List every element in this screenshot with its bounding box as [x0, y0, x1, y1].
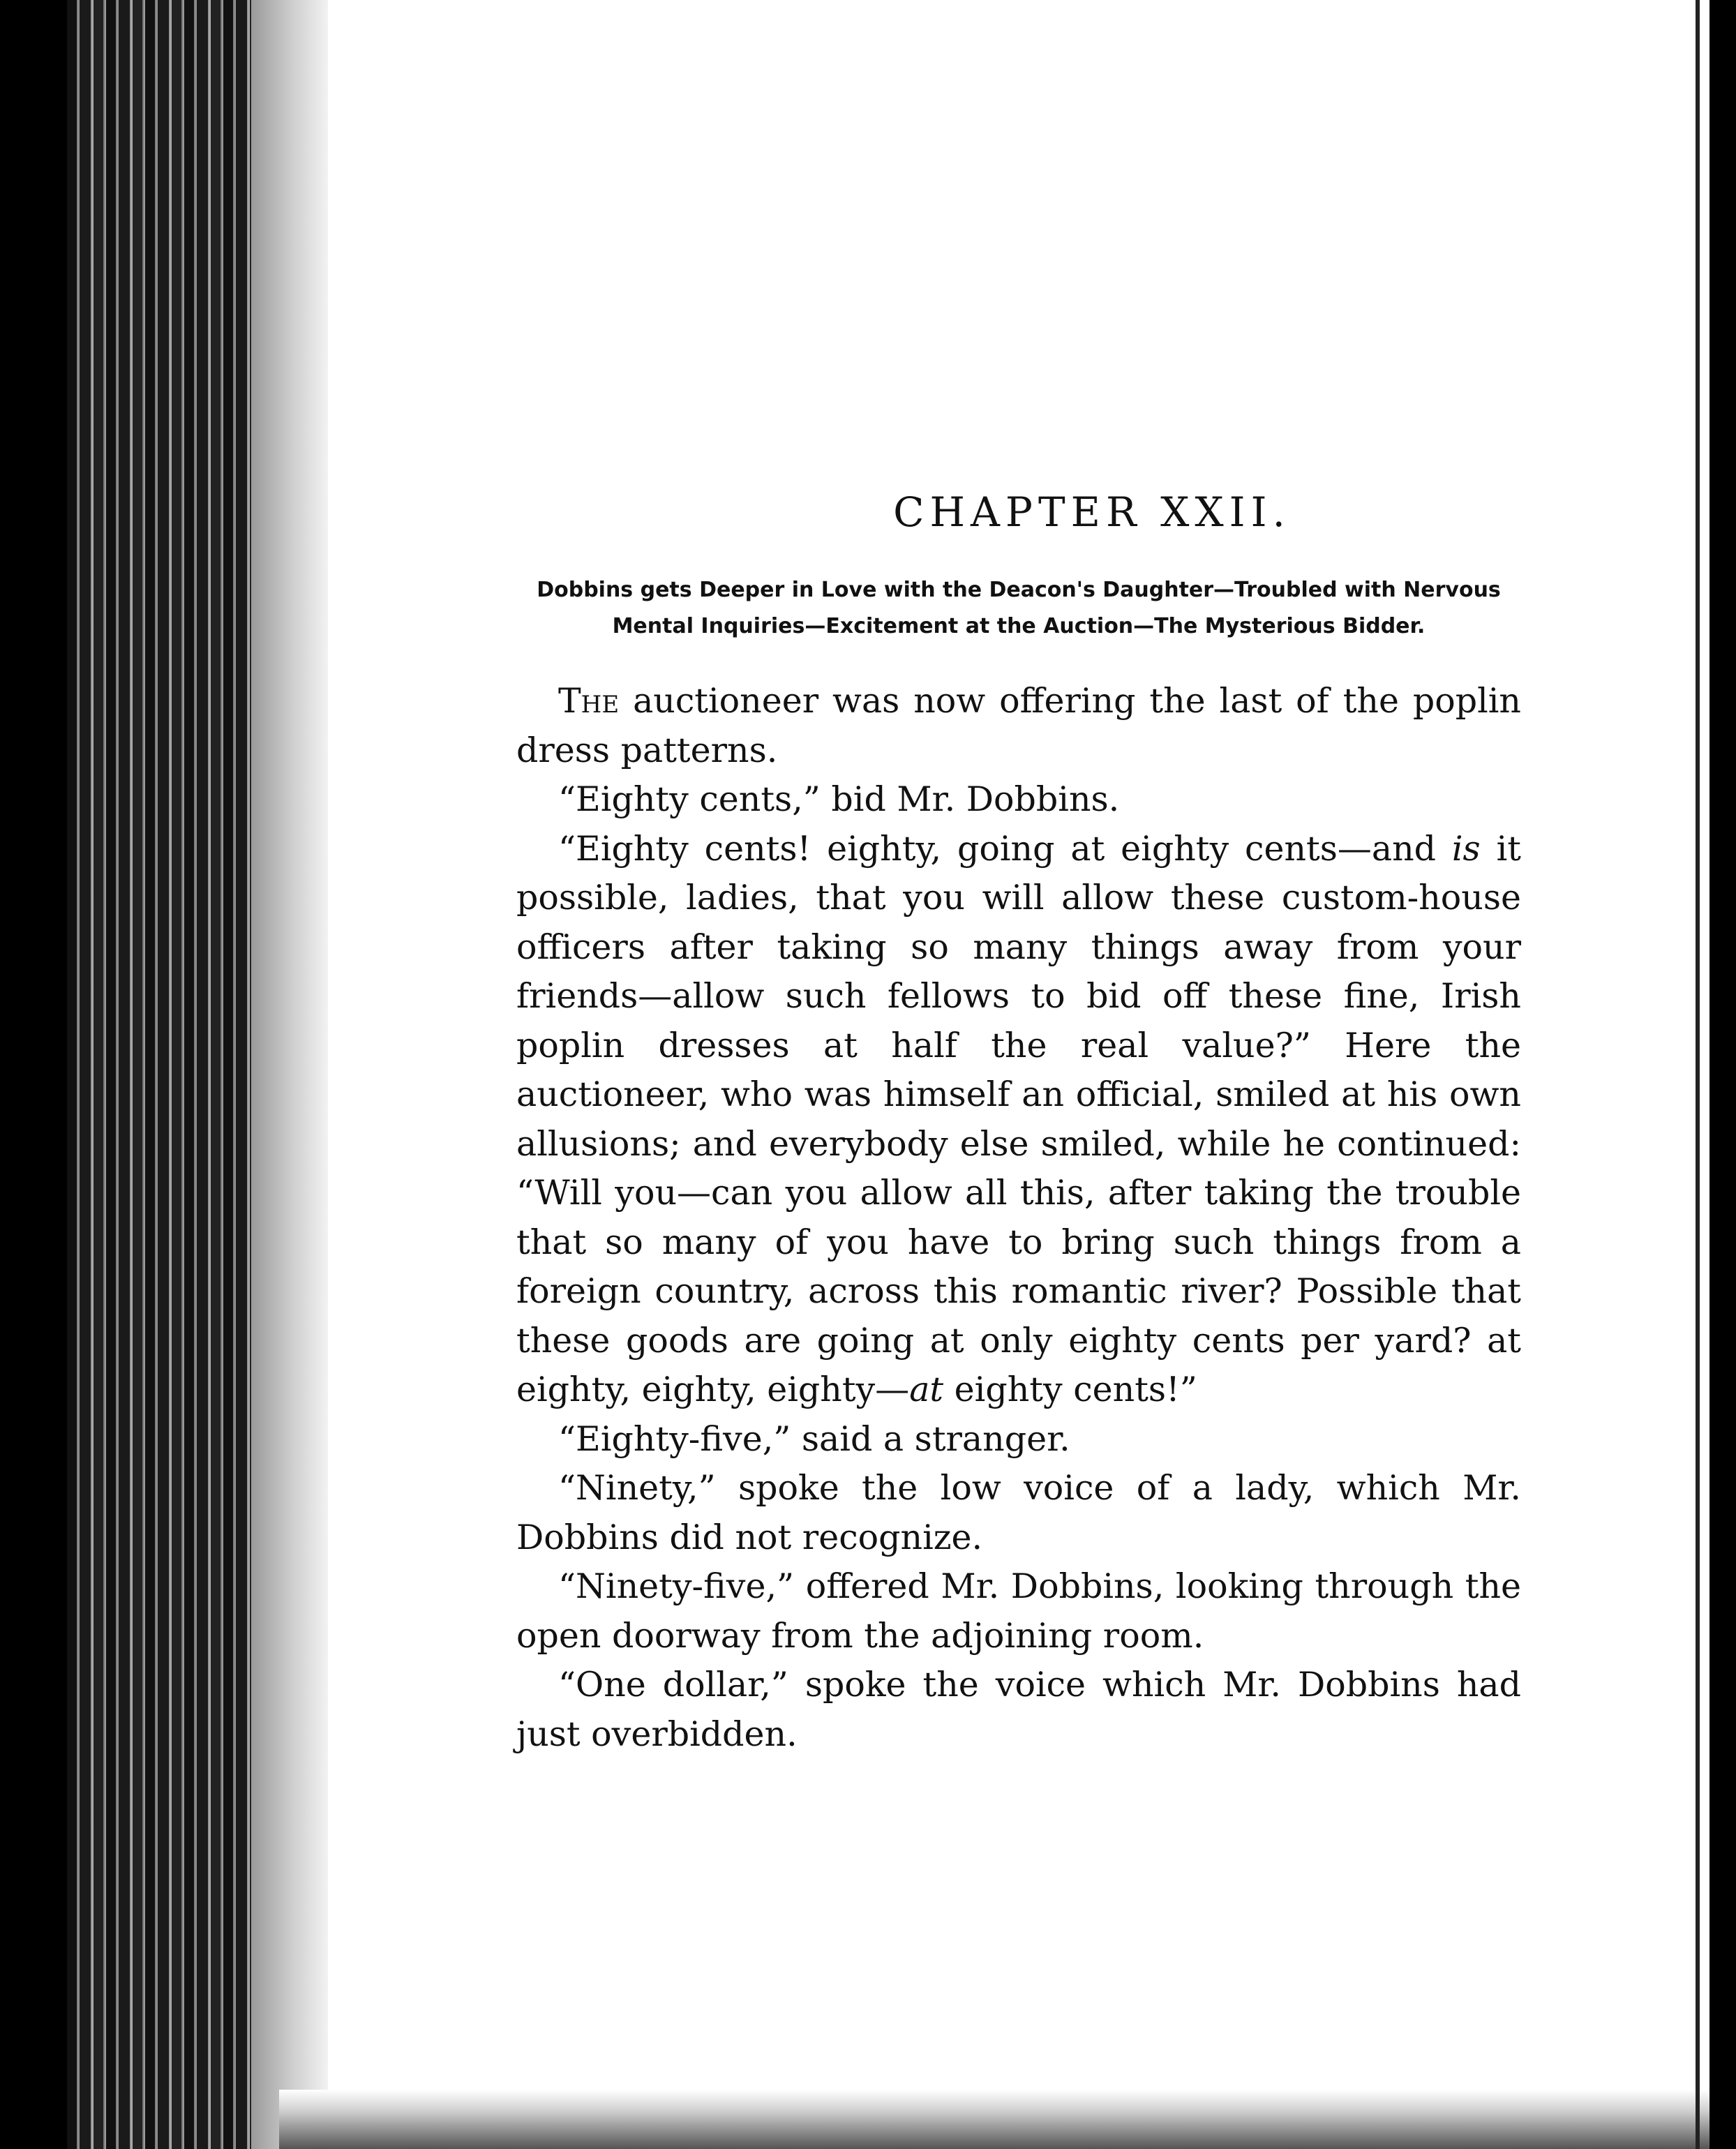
paragraph	[516, 677, 1521, 775]
book-page	[516, 488, 1521, 1759]
chapter-text	[516, 677, 1521, 1759]
emphasis: at	[909, 1370, 944, 1409]
book-page-edges	[0, 0, 328, 2149]
paragraph: “One dollar,” spoke the voice which Mr. Dobbins had just overbidden.	[516, 1665, 1521, 1754]
paragraph-text: “Eighty cents! eighty, going at eighty cents—and	[558, 828, 1452, 869]
drop-word: The	[558, 681, 620, 721]
emphasis: is	[1451, 828, 1481, 869]
right-page-edge	[1696, 0, 1700, 2149]
book-spine-shadow	[0, 0, 67, 2149]
page-gutter-shadow	[251, 0, 328, 2149]
right-scan-border	[1709, 0, 1736, 2149]
chapter-summary-line: Mental Inquiries—Excitement at the Auction—The Mysterious Bidder.	[612, 614, 1426, 638]
chapter-summary	[516, 572, 1521, 645]
paragraph-text: eighty cents!”	[943, 1370, 1197, 1409]
chapter-summary-line: Dobbins gets Deeper in Love with the Deacon's Daughter—Troubled with Nervous	[537, 578, 1501, 602]
paragraph: “Eighty cents,” bid Mr. Dobbins.	[558, 779, 1120, 819]
paragraph-text: auctioneer was now offering the last of the poplin dress patterns.	[516, 681, 1521, 770]
paragraph: “Ninety-five,” offered Mr. Dobbins, looking through the open doorway from the adjoining room.	[516, 1566, 1521, 1656]
page-bottom-edge	[279, 2090, 1709, 2149]
chapter-title: CHAPTER XXII.	[893, 488, 1291, 536]
paragraph: “Ninety,” spoke the low voice of a lady, which Mr. Dobbins did not recognize.	[516, 1468, 1521, 1557]
paragraph: “Eighty-five,” said a stranger.	[558, 1418, 1070, 1459]
paragraph-text: it possible, ladies, that you will allow these custom-house officers after taking so many things away from your friends—allow such fellows to bid off these fine, Irish poplin dresses at half the real value?” Here the auctioneer, who was himself an official, smiled at his own allusions; and everybody else smiled, while he continued: “Will you—can you allow all this, after taking the trouble that so many of you have to bring such things from a foreign country, across this romantic river? Possible that these goods are going at only eighty cents per yard? at eighty, eighty, eighty—	[516, 828, 1521, 1409]
paragraph	[516, 825, 1521, 1415]
